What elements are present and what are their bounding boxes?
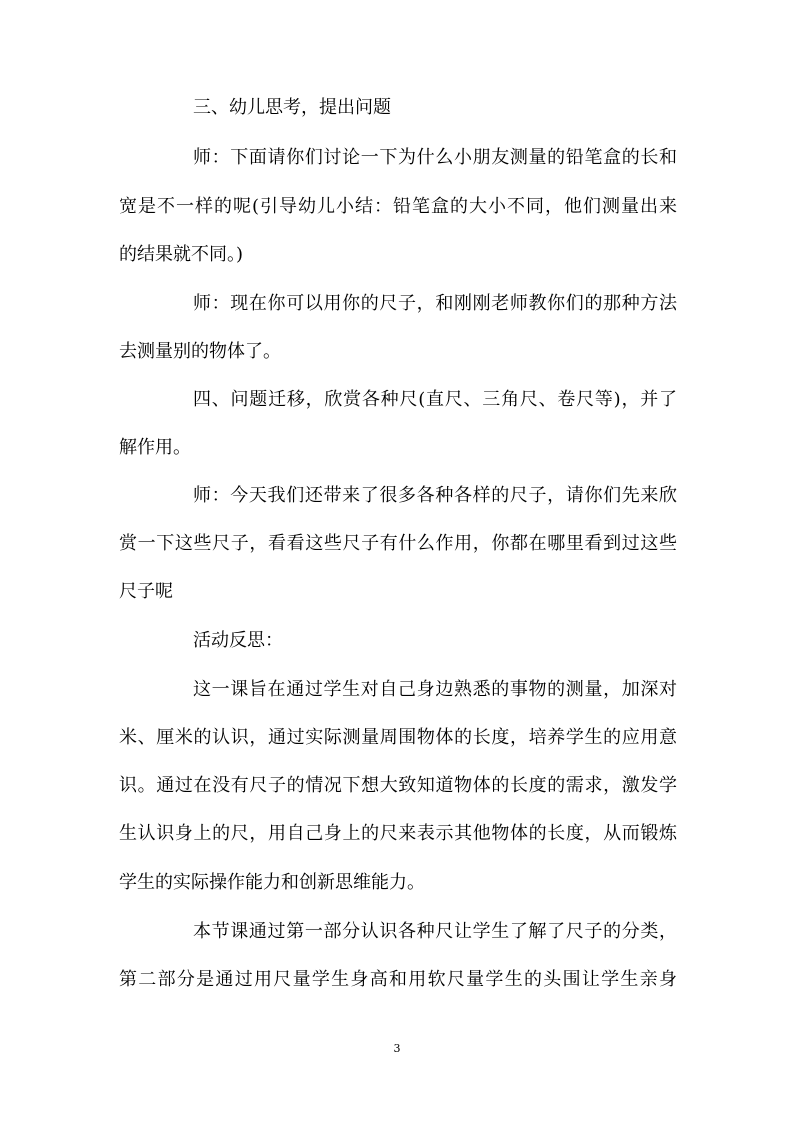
section-heading: 三、幼儿思考，提出问题: [193, 97, 391, 118]
paragraph-line: 师：下面请你们讨论一下为什么小朋友测量的铅笔盒的长和: [193, 147, 677, 168]
paragraph-line: 尺子呢: [119, 581, 173, 602]
paragraph-line: 的结果就不同。): [119, 244, 244, 265]
paragraph-line: 识。通过在没有尺子的情况下想大致知道物体的长度的需求，激发学: [119, 775, 677, 796]
paragraph-line: 赏一下这些尺子，看看这些尺子有什么作用，你都在哪里看到过这些: [119, 533, 677, 554]
paragraph-line: 学生的实际操作能力和创新思维能力。: [119, 872, 425, 893]
paragraph-line: 第二部分是通过用尺量学生身高和用软尺量学生的头围让学生亲身: [119, 969, 677, 990]
reflection-heading: 活动反思：: [193, 630, 283, 651]
section-heading: 四、问题迁移，欣赏各种尺(直尺、三角尺、卷尺等)，并了: [193, 389, 677, 410]
paragraph-line: 师：今天我们还带来了很多各种各样的尺子，请你们先来欣: [193, 485, 677, 506]
paragraph-line: 生认识身上的尺，用自己身上的尺来表示其他物体的长度，从而锻炼: [119, 823, 677, 844]
section-heading-continued: 解作用。: [119, 437, 191, 458]
paragraph-line: 本节课通过第一部分认识各种尺让学生了解了尺子的分类，: [193, 921, 677, 942]
paragraph-line: 这一课旨在通过学生对自己身边熟悉的事物的测量，加深对: [193, 679, 677, 700]
paragraph-line: 米、厘米的认识，通过实际测量周围物体的长度，培养学生的应用意: [119, 727, 677, 748]
page-number: 3: [393, 1042, 401, 1055]
paragraph-line: 师：现在你可以用你的尺子，和刚刚老师教你们的那种方法: [193, 293, 677, 314]
paragraph-line: 宽是不一样的呢(引导幼儿小结：铅笔盒的大小不同，他们测量出来: [119, 196, 677, 217]
paragraph-line: 去测量别的物体了。: [119, 341, 281, 362]
